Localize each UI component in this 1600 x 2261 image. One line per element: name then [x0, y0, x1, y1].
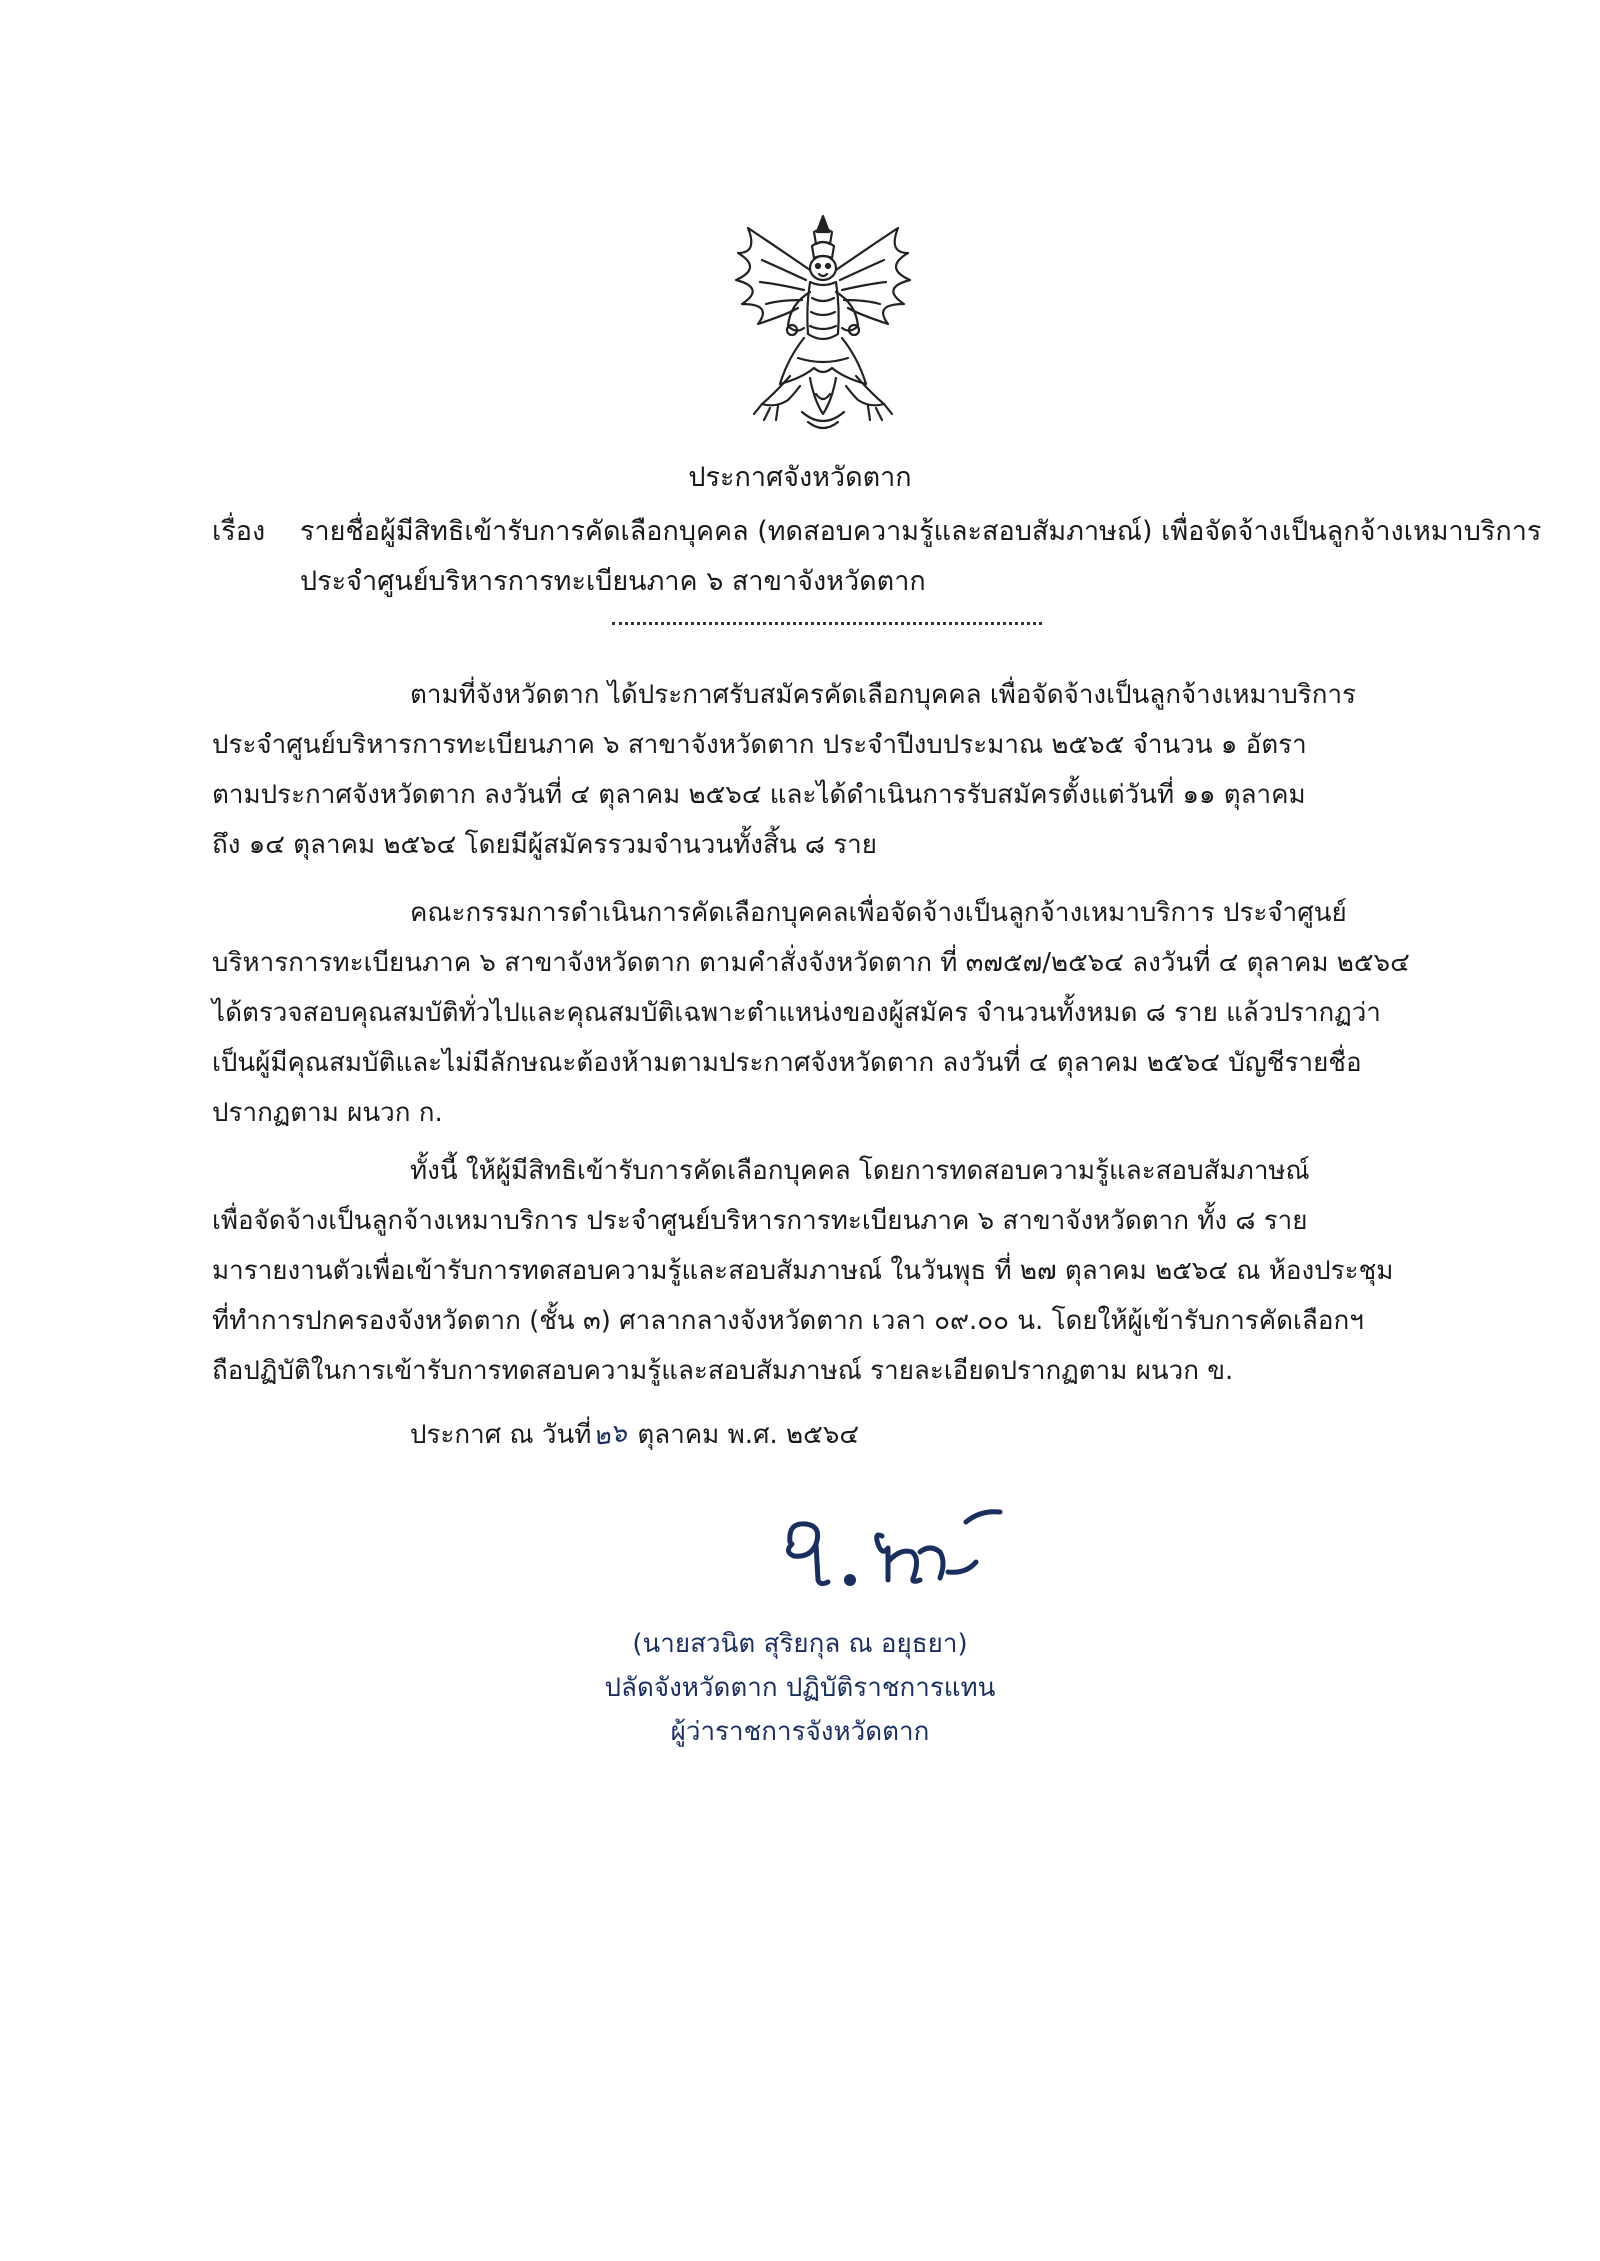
handwritten-day: ๒๖	[591, 1417, 630, 1453]
paragraph-line: คณะกรรมการดำเนินการคัดเลือกบุคคลเพื่อจัดจ้างเป็นลูกจ้างเหมาบริการ ประจำศูนย์	[410, 898, 1347, 928]
paragraph-line: ได้ตรวจสอบคุณสมบัติทั่วไปและคุณสมบัติเฉพาะตำแหน่งของผู้สมัคร จำนวนทั้งหมด ๘ ราย แล้วปรากฏว่า	[212, 998, 1381, 1028]
subject-line-2: ประจำศูนย์บริหารการทะเบียนภาค ๖ สาขาจังหวัดตาก	[300, 566, 926, 597]
paragraph-1	[212, 670, 1452, 870]
paragraph-line: ประจำศูนย์บริหารการทะเบียนภาค ๖ สาขาจังหวัดตาก ประจำปีงบประมาณ ๒๕๖๕ จำนวน ๑ อัตรา	[212, 730, 1307, 760]
dateline-suffix: ตุลาคม พ.ศ. ๒๕๖๔	[637, 1420, 860, 1450]
paragraph-3	[212, 1146, 1452, 1396]
paragraph-line: ถือปฏิบัติในการเข้ารับการทดสอบความรู้และสอบสัมภาษณ์ รายละเอียดปรากฏตาม ผนวก ข.	[212, 1356, 1234, 1386]
paragraph-line: ตามประกาศจังหวัดตาก ลงวันที่ ๔ ตุลาคม ๒๕๖๔ และได้ดำเนินการรับสมัครตั้งแต่วันที่ ๑๑ ตุลาคม	[212, 780, 1306, 810]
subject-line-1: รายชื่อผู้มีสิทธิเข้ารับการคัดเลือกบุคคล (ทดสอบความรู้และสอบสัมภาษณ์) เพื่อจัดจ้างเป็นลูกจ้างเหมาบริการ	[300, 516, 1542, 547]
paragraph-line: เพื่อจัดจ้างเป็นลูกจ้างเหมาบริการ ประจำศูนย์บริหารการทะเบียนภาค ๖ สาขาจังหวัดตาก ทั้ง ๘ ราย	[212, 1206, 1308, 1236]
dateline-prefix: ประกาศ ณ วันที่	[410, 1420, 592, 1450]
announcement-title: ประกาศจังหวัดตาก	[688, 462, 912, 493]
subject-label: เรื่อง	[212, 516, 266, 547]
paragraph-line: ที่ทำการปกครองจังหวัดตาก (ชั้น ๓) ศาลากลางจังหวัดตาก เวลา ๐๙.๐๐ น. โดยให้ผู้เข้ารับการคัดเลือกฯ	[212, 1306, 1364, 1336]
paragraph-line: ทั้งนี้ ให้ผู้มีสิทธิเข้ารับการคัดเลือกบุคคล โดยการทดสอบความรู้และสอบสัมภาษณ์	[410, 1156, 1310, 1186]
paragraph-line: บริหารการทะเบียนภาค ๖ สาขาจังหวัดตาก ตามคำสั่งจังหวัดตาก ที่ ๓๗๕๗/๒๕๖๔ ลงวันที่ ๔ ตุลาคม ๒๕๖๔	[212, 948, 1410, 978]
paragraph-line: ตามที่จังหวัดตาก ได้ประกาศรับสมัครคัดเลือกบุคคล เพื่อจัดจ้างเป็นลูกจ้างเหมาบริการ	[410, 680, 1357, 710]
paragraph-line: ปรากฏตาม ผนวก ก.	[212, 1098, 443, 1128]
handwritten-signature	[770, 1492, 1020, 1602]
paragraph-line: เป็นผู้มีคุณสมบัติและไม่มีลักษณะต้องห้ามตามประกาศจังหวัดตาก ลงวันที่ ๔ ตุลาคม ๒๕๖๔ บัญชีรายชื่อ	[212, 1048, 1362, 1078]
paragraph-line: มารายงานตัวเพื่อเข้ารับการทดสอบความรู้และสอบสัมภาษณ์ ในวันพุธ ที่ ๒๗ ตุลาคม ๒๕๖๔ ณ ห้องประชุม	[212, 1256, 1394, 1286]
garuda-emblem-icon	[718, 208, 928, 438]
paragraph-line: ถึง ๑๔ ตุลาคม ๒๕๖๔ โดยมีผู้สมัครรวมจำนวนทั้งสิ้น ๘ ราย	[212, 830, 877, 860]
dotted-divider	[612, 622, 1042, 625]
paragraph-2	[212, 888, 1452, 1138]
signer-name: (นายสวนิต สุริยกุล ณ อยุธยา)	[632, 1629, 968, 1659]
dateline	[410, 1410, 859, 1460]
signer-position-2: ผู้ว่าราชการจังหวัดตาก	[670, 1717, 930, 1747]
signer-position-1: ปลัดจังหวัดตาก ปฏิบัติราชการแทน	[604, 1673, 996, 1703]
signature-block	[0, 1622, 1600, 1754]
